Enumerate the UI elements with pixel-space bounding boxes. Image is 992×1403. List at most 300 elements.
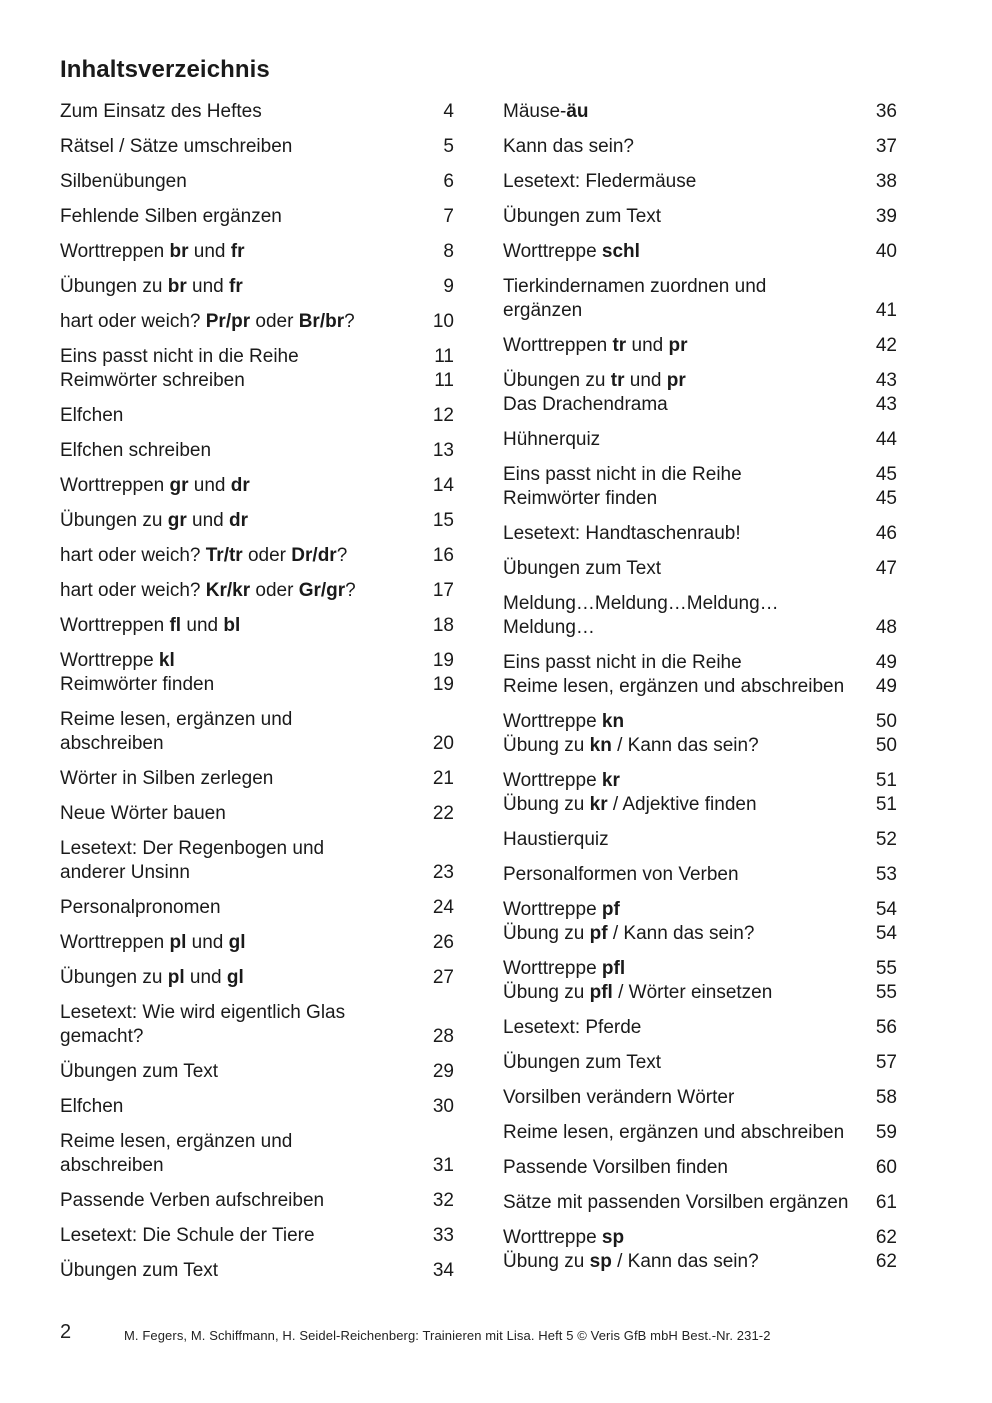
toc-line [503,1086,897,1110]
toc-page-number: 57 [875,1052,897,1073]
page-title: Inhaltsverzeichnis [60,56,270,83]
toc-text: Lesetext: Handtaschenraub! [503,523,741,544]
toc-page-number: 39 [875,206,897,227]
toc-text: Personalformen von Verben [503,864,739,885]
toc-line [60,544,454,568]
toc-line [60,1189,454,1213]
toc-page-number: 45 [875,464,897,485]
toc-highlight: pf [589,923,608,944]
toc-entry-title [503,100,589,124]
toc-line [503,1156,897,1180]
toc-text: Passende Vorsilben finden [503,1157,728,1178]
toc-text: ? [336,545,348,566]
toc-entry [503,1191,897,1215]
toc-entry [60,404,454,428]
toc-entry [60,1130,454,1178]
toc-entry [60,135,454,159]
toc-text: Übung zu [503,735,590,756]
toc-entry-title [503,922,754,946]
toc-text: Übung zu [503,1251,590,1272]
toc-highlight: dr [229,510,249,531]
toc-entry-title [60,1154,164,1178]
toc-line [503,205,897,229]
toc-entry-title [60,1060,218,1084]
toc-text: Mäuse- [503,101,567,122]
toc-entry-title [503,369,686,393]
toc-text: Worttreppe [503,1227,602,1248]
toc-entry [503,334,897,358]
toc-entry-title [503,981,772,1005]
toc-page-number: 18 [432,615,454,636]
toc-entry [503,135,897,159]
toc-text: Worttreppen [60,475,170,496]
toc-entry [503,205,897,229]
toc-entry [60,345,454,393]
toc-line [503,463,897,487]
toc-page-number: 27 [432,967,454,988]
toc-entry-title [60,509,248,533]
toc-entry [60,837,454,885]
toc-entry-title [60,345,299,369]
toc-page-number: 37 [875,136,897,157]
toc-page-number: 55 [875,982,897,1003]
toc-entry [503,957,897,1005]
toc-text: / Kann das sein? [611,735,759,756]
toc-page-number: 43 [875,370,897,391]
toc-line [503,100,897,124]
toc-entry-title [60,240,244,264]
toc-highlight: br [167,276,187,297]
toc-entry-title [503,592,779,616]
toc-text: hart oder weich? [60,311,206,332]
toc-page-number: 54 [875,899,897,920]
toc-text: und [186,932,229,953]
toc-text: Das Drachendrama [503,394,668,415]
toc-entry [503,1016,897,1040]
toc-text: Wörter in Silben zerlegen [60,768,274,789]
toc-entry-title [503,428,600,452]
toc-page-number: 9 [443,276,454,297]
toc-line [60,1130,454,1154]
toc-line [503,393,897,417]
toc-entry-title [503,135,634,159]
toc-entry [60,170,454,194]
toc-highlight: gl [226,967,244,988]
toc-line [60,439,454,463]
footer-credits: M. Fegers, M. Schiffmann, H. Seidel-Reichenberg: Trainieren mit Lisa. Heft 5 © Veris GfB mbH Best.-Nr. 231-2 [124,1328,771,1343]
toc-entry [503,1051,897,1075]
toc-entry [503,710,897,758]
toc-page-number: 56 [875,1017,897,1038]
toc-page-number: 36 [875,101,897,122]
toc-entry-title [60,439,211,463]
toc-page-number: 58 [875,1087,897,1108]
toc-entry [503,828,897,852]
toc-entry [60,708,454,756]
toc-entry [503,1086,897,1110]
toc-line [503,675,897,699]
toc-page-number: 61 [875,1192,897,1213]
toc-highlight: pl [169,932,187,953]
toc-text: Worttreppe [60,650,159,671]
toc-entry-title [60,614,240,638]
toc-text: Übung zu [503,794,590,815]
toc-entry [503,769,897,817]
toc-entry [503,898,897,946]
toc-page-number: 28 [432,1026,454,1047]
toc-page-number: 11 [434,346,454,367]
toc-entry-title [503,675,844,699]
toc-line [60,404,454,428]
toc-line [60,896,454,920]
toc-text: Reimwörter schreiben [60,370,245,391]
toc-highlight: sp [589,1251,612,1272]
toc-line [60,1060,454,1084]
toc-line [503,734,897,758]
toc-text: Rätsel / Sätze umschreiben [60,136,293,157]
toc-line [503,592,897,616]
toc-page-number: 40 [875,241,897,262]
toc-text: Tierkindernamen zuordnen und [503,276,767,297]
toc-page-number: 14 [432,475,454,496]
toc-line [503,793,897,817]
toc-page-number: 53 [875,864,897,885]
toc-text: Übungen zum Text [503,1052,662,1073]
toc-text: Übung zu [503,923,590,944]
toc-entry-title [60,1025,143,1049]
toc-line [60,474,454,498]
toc-text: Haustierquiz [503,829,609,850]
toc-page-number: 23 [432,862,454,883]
toc-line [60,1259,454,1283]
toc-page-number: 44 [875,429,897,450]
toc-entry [60,439,454,463]
toc-text: und [624,370,667,391]
toc-entry [503,1121,897,1145]
toc-entry [503,100,897,124]
toc-line [60,732,454,756]
toc-highlight: Br/br [298,311,345,332]
toc-page-number: 42 [875,335,897,356]
toc-page-number: 6 [443,171,454,192]
toc-entry-title [60,708,292,732]
toc-line [60,240,454,264]
toc-line [60,275,454,299]
toc-text: Hühnerquiz [503,429,601,450]
toc-highlight: Tr/tr [205,545,243,566]
toc-entry [60,509,454,533]
toc-line [503,863,897,887]
toc-entry-title [60,1189,324,1213]
toc-line [60,837,454,861]
toc-text: Reime lesen, ergänzen und [60,1131,293,1152]
toc-text: Übungen zum Text [503,206,662,227]
toc-text: / Adjektive finden [607,794,757,815]
toc-text: Übungen zum Text [60,1061,219,1082]
toc-left-column [60,100,454,1294]
toc-line [503,981,897,1005]
toc-entry [60,579,454,603]
toc-entry-title [503,793,757,817]
toc-page-number: 15 [432,510,454,531]
toc-page-number: 49 [875,652,897,673]
toc-entry-title [503,651,742,675]
toc-entry-title [60,1095,123,1119]
toc-highlight: gr [167,510,187,531]
toc-entry-title [60,802,226,826]
toc-line [503,522,897,546]
toc-page-number: 46 [875,523,897,544]
toc-page-number: 34 [432,1260,454,1281]
toc-text: / Wörter einsetzen [612,982,773,1003]
toc-text: Vorsilben verändern Wörter [503,1087,735,1108]
toc-text: Worttreppe [503,241,602,262]
toc-highlight: schl [601,241,640,262]
toc-entry [60,1001,454,1049]
toc-page-number: 17 [432,580,454,601]
toc-line [60,345,454,369]
toc-line [60,579,454,603]
toc-entry-title [503,522,741,546]
toc-line [503,275,897,299]
toc-text: Passende Verben aufschreiben [60,1190,325,1211]
toc-highlight: Gr/gr [298,580,346,601]
toc-entry-title [503,170,696,194]
toc-text: Reimwörter finden [503,488,658,509]
toc-line [503,299,897,323]
toc-entry [60,1189,454,1213]
toc-text: und [188,475,231,496]
toc-highlight: kn [589,735,612,756]
toc-entry-title [503,275,766,299]
toc-text: und [186,276,230,297]
toc-text: und [181,615,224,636]
toc-entry [503,1156,897,1180]
toc-line [60,100,454,124]
toc-line [503,616,897,640]
toc-highlight: pfl [589,982,613,1003]
toc-page-number: 8 [443,241,454,262]
toc-entry-title [60,896,221,920]
toc-page-number: 5 [443,136,454,157]
toc-entry [60,1224,454,1248]
toc-highlight: fr [229,276,243,297]
toc-entry [60,1259,454,1283]
toc-entry-title [60,205,282,229]
toc-text: Worttreppen [503,335,613,356]
toc-line [60,861,454,885]
toc-highlight: gl [228,932,246,953]
toc-highlight: pl [167,967,185,988]
toc-text: Worttreppen [60,932,170,953]
toc-text: und [186,510,230,531]
toc-text: Übungen zum Text [503,558,662,579]
toc-text: Übungen zu [60,276,168,297]
toc-entry-title [503,863,739,887]
toc-entry-title [60,544,347,568]
toc-highlight: sp [601,1227,625,1248]
toc-text: Lesetext: Pferde [503,1017,642,1038]
toc-entry-title [503,1250,759,1274]
toc-entry-title [60,275,243,299]
toc-page-number: 22 [432,803,454,824]
toc-entry-title [60,1130,292,1154]
toc-line [60,767,454,791]
toc-page-number: 26 [432,932,454,953]
toc-line [60,931,454,955]
toc-line [60,1001,454,1025]
toc-page-number: 60 [875,1157,897,1178]
toc-line [60,205,454,229]
toc-text: / Kann das sein? [607,923,755,944]
toc-line [60,1224,454,1248]
toc-entry [60,767,454,791]
toc-line [60,135,454,159]
toc-entry [503,522,897,546]
toc-text: Kann das sein? [503,136,634,157]
toc-line [60,673,454,697]
toc-text: oder [250,311,299,332]
toc-entry [60,1060,454,1084]
toc-line [60,509,454,533]
toc-line [503,369,897,393]
toc-page-number: 51 [875,794,897,815]
toc-text: Sätze mit passenden Vorsilben ergänzen [503,1192,849,1213]
toc-line [60,369,454,393]
toc-page-number: 16 [432,545,454,566]
toc-page-number: 62 [875,1251,897,1272]
toc-line [503,898,897,922]
toc-entry-title [503,710,624,734]
toc-entry-title [503,240,640,264]
toc-line [503,428,897,452]
toc-highlight: kr [601,770,620,791]
toc-page-number: 48 [875,617,897,638]
toc-text: und [626,335,669,356]
toc-page-number: 4 [443,101,454,122]
toc-line [60,649,454,673]
toc-page-number: 32 [432,1190,454,1211]
toc-entry-title [503,828,609,852]
toc-entry-title [503,957,625,981]
toc-line [60,1154,454,1178]
toc-entry-title [503,1121,844,1145]
toc-page-number: 62 [875,1227,897,1248]
toc-highlight: pf [601,899,620,920]
toc-page-number: 31 [432,1155,454,1176]
toc-line [503,769,897,793]
toc-entry-title [60,1224,315,1248]
toc-text: Neue Wörter bauen [60,803,226,824]
toc-entry-title [503,487,657,511]
toc-text: Meldung… [503,617,595,638]
toc-highlight: kr [589,794,608,815]
toc-page-number: 51 [875,770,897,791]
toc-text: Fehlende Silben ergänzen [60,206,282,227]
toc-entry [503,275,897,323]
toc-entry [60,474,454,498]
toc-line [60,614,454,638]
toc-line [503,1191,897,1215]
toc-text: / Kann das sein? [611,1251,759,1272]
toc-entry [60,802,454,826]
toc-highlight: pr [666,370,686,391]
toc-text: Übungen zu [503,370,611,391]
toc-entry-title [60,404,123,428]
toc-entry [503,863,897,887]
toc-text: Eins passt nicht in die Reihe [503,652,742,673]
toc-entry-title [503,334,687,358]
toc-text: Elfchen schreiben [60,440,212,461]
toc-highlight: tr [612,335,627,356]
toc-line [60,966,454,990]
toc-entry [503,240,897,264]
toc-text: Worttreppe [503,711,602,732]
toc-entry-title [60,579,356,603]
toc-page-number: 45 [875,488,897,509]
toc-highlight: gr [169,475,189,496]
toc-line [503,557,897,581]
toc-entry-title [60,135,292,159]
toc-entry-title [503,463,742,487]
toc-entry [503,463,897,511]
toc-text: Personalpronomen [60,897,221,918]
toc-text: Übungen zu [60,967,168,988]
toc-entry-title [60,767,273,791]
toc-entry [503,651,897,699]
toc-entry-title [503,1226,624,1250]
toc-entry [60,205,454,229]
toc-line [503,957,897,981]
toc-entry [503,592,897,640]
toc-page-number: 43 [875,394,897,415]
toc-entry [60,544,454,568]
toc-text: hart oder weich? [60,580,206,601]
toc-text: Worttreppe [503,770,602,791]
toc-page-number: 59 [875,1122,897,1143]
toc-line [503,1250,897,1274]
toc-entry [60,614,454,638]
toc-text: Worttreppe [503,899,602,920]
toc-entry-title [503,299,582,323]
toc-page-number: 33 [432,1225,454,1246]
toc-highlight: fl [169,615,182,636]
toc-text: abschreiben [60,1155,164,1176]
toc-highlight: kl [158,650,175,671]
toc-entry-title [503,1086,734,1110]
toc-page-number: 20 [432,733,454,754]
toc-highlight: Dr/dr [291,545,337,566]
toc-line [503,828,897,852]
page-number: 2 [60,1321,72,1343]
toc-page-number: 11 [434,370,454,391]
toc-text: Übungen zum Text [60,1260,219,1281]
toc-entry-title [60,966,244,990]
toc-highlight: äu [566,101,589,122]
toc-text: ? [344,311,355,332]
toc-line [60,1025,454,1049]
toc-page-number: 19 [432,650,454,671]
toc-text: Eins passt nicht in die Reihe [60,346,299,367]
toc-entry-title [503,1156,728,1180]
toc-text: Worttreppen [60,615,170,636]
toc-page-number: 50 [875,735,897,756]
toc-text: Zum Einsatz des Heftes [60,101,262,122]
toc-text: Reime lesen, ergänzen und abschreiben [503,1122,845,1143]
toc-text: gemacht? [60,1026,144,1047]
toc-entry [60,240,454,264]
toc-text: Silbenübungen [60,171,187,192]
